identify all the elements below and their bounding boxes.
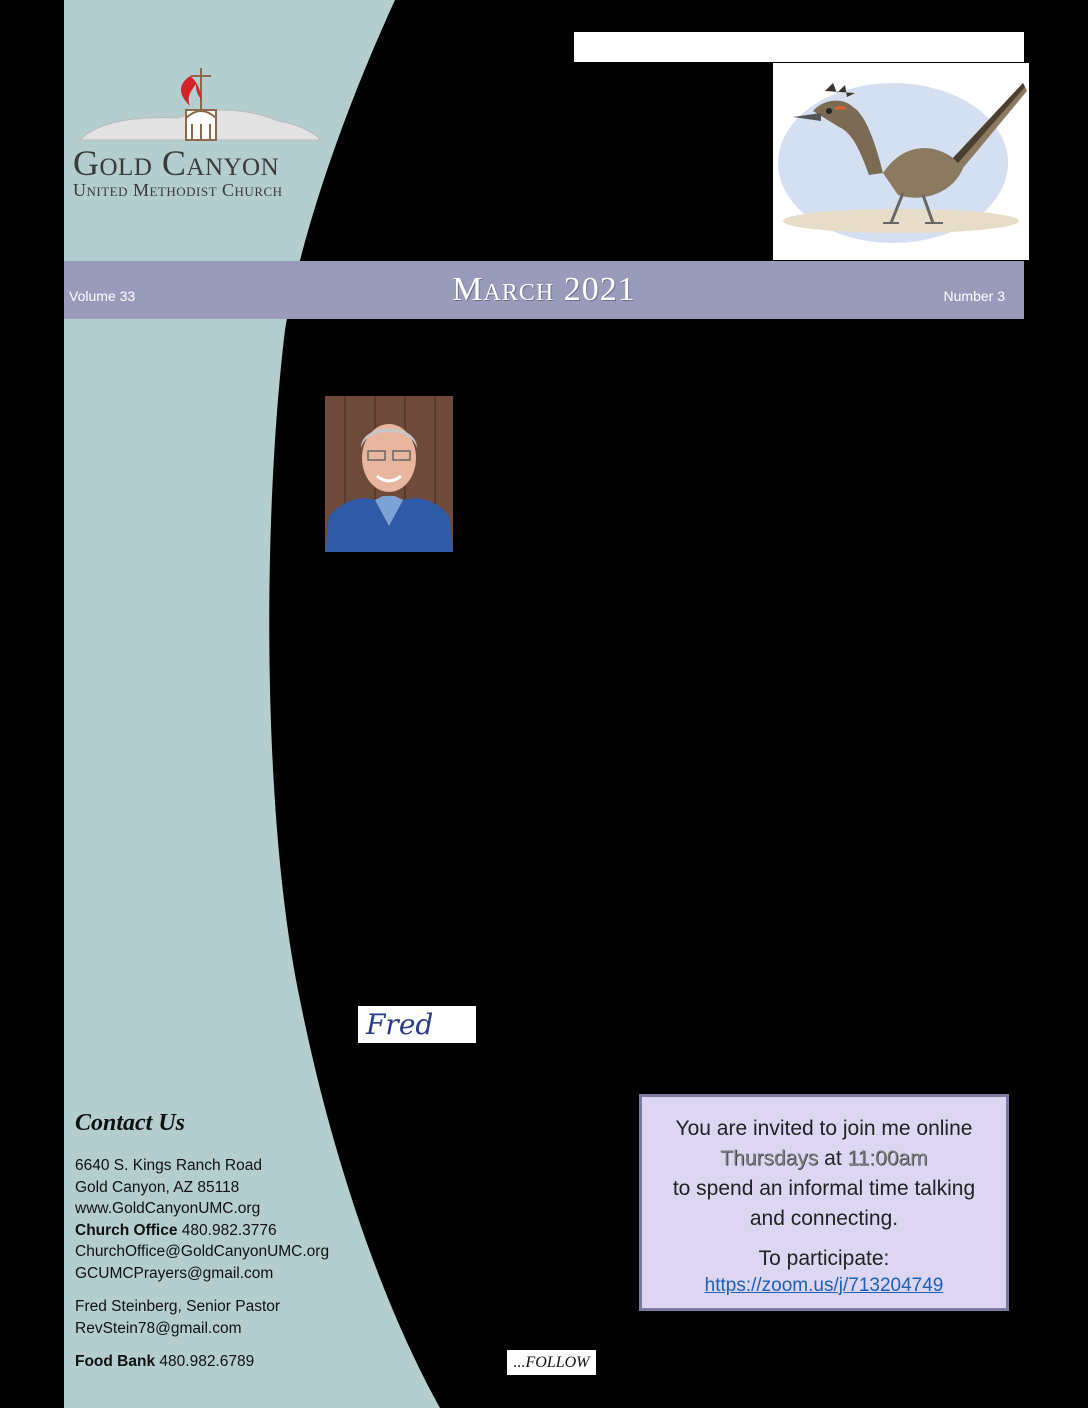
header-title-box <box>574 32 1024 62</box>
issue-title: March 2021 <box>452 271 636 308</box>
foodbank-label: Food Bank <box>75 1353 156 1370</box>
pastor-photo <box>325 396 453 552</box>
roadrunner-illustration <box>773 63 1029 260</box>
invite-line2 <box>642 1144 1006 1174</box>
office-phone: 480.982.3776 <box>181 1221 277 1239</box>
follow-continuation: ...FOLLOW <box>507 1350 596 1375</box>
contact-office-email[interactable]: ChurchOffice@GoldCanyonUMC.org <box>75 1243 330 1260</box>
contact-website[interactable]: www.GoldCanyonUMC.org <box>75 1200 261 1217</box>
volume-label: Volume 33 <box>69 288 136 304</box>
contact-pastor-name: Fred Steinberg, Senior Pastor <box>75 1298 281 1315</box>
contact-heading: Contact Us <box>75 1110 186 1136</box>
invite-participate: To participate: <box>758 1247 890 1270</box>
invite-line3: to spend an informal time talking <box>672 1177 976 1200</box>
invite-at: at <box>824 1147 842 1170</box>
contact-prayers-email[interactable]: GCUMCPrayers@gmail.com <box>75 1264 274 1282</box>
invite-time: 11:00am <box>847 1147 928 1170</box>
invite-line4: and connecting. <box>749 1207 899 1230</box>
contact-address-line2: Gold Canyon, AZ 85118 <box>75 1178 240 1196</box>
church-logo-icon <box>78 66 323 146</box>
zoom-link[interactable]: https://zoom.us/j/713204749 <box>704 1275 944 1296</box>
contact-foodbank-line <box>75 1351 329 1373</box>
contact-address-line1: 6640 S. Kings Ranch Road <box>75 1157 262 1174</box>
invite-day: Thursdays <box>720 1147 819 1170</box>
signature-text: Fred <box>366 1008 434 1041</box>
logo-church-subtitle: United Methodist Church <box>73 180 283 200</box>
number-label: Number 3 <box>943 288 1005 304</box>
issue-banner <box>64 261 1024 319</box>
invite-line1: You are invited to join me online <box>675 1117 973 1140</box>
foodbank-phone: 480.982.6789 <box>159 1353 255 1370</box>
pastor-signature <box>358 1006 476 1043</box>
contact-pastor-email[interactable]: RevStein78@gmail.com <box>75 1319 242 1337</box>
office-label: Church Office <box>75 1221 178 1239</box>
contact-office-line <box>75 1220 329 1242</box>
zoom-invite-box <box>639 1094 1009 1311</box>
contact-details <box>75 1155 329 1373</box>
logo-church-name: Gold Canyon <box>73 143 280 183</box>
